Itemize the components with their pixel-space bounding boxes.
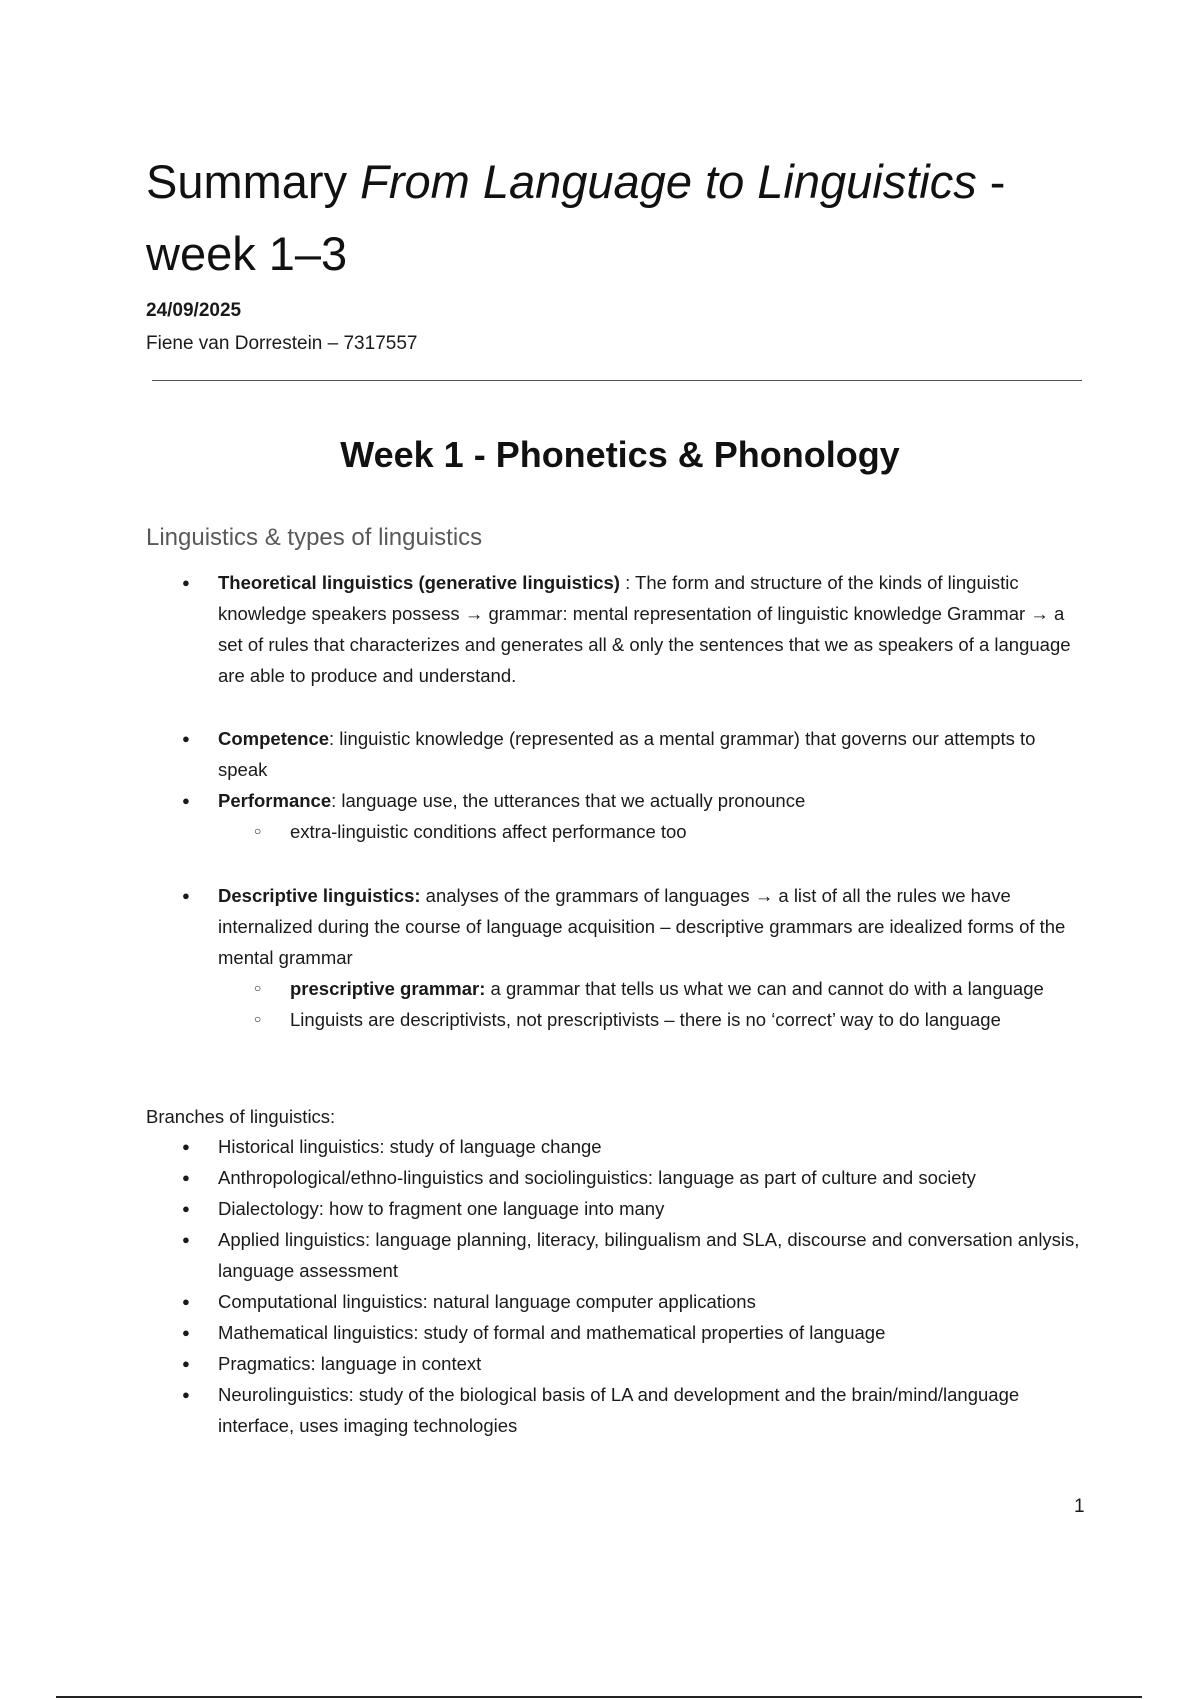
title-prefix: Summary bbox=[146, 155, 361, 208]
list-item-branch: ● Applied linguistics: language planning, literacy, bilingualism and SLA, discourse and conversation anlysis, language assessment bbox=[146, 1224, 1086, 1286]
title-divider bbox=[152, 380, 1082, 381]
text-theoretical: : The form and structure of the kinds of linguistic knowledge speakers possess → grammar: mental representation of linguistic knowledge Grammar → a set of rules that characterizes and generates all & only the sentences that we as speakers of a language are able to produce and understand. bbox=[218, 572, 1071, 686]
list-item-branch: ● Anthropological/ethno-linguistics and sociolinguistics: language as part of culture and society bbox=[146, 1162, 1086, 1193]
competence-list bbox=[146, 723, 1086, 847]
term-competence: Competence bbox=[218, 728, 330, 749]
term-theoretical: Theoretical linguistics (generative linguistics) bbox=[218, 572, 620, 593]
document-author: Fiene van Dorrestein – 7317557 bbox=[146, 333, 418, 354]
list-item-branch: ● Computational linguistics: natural language computer applications bbox=[146, 1286, 1086, 1317]
sublist-item-descriptivists: ○ Linguists are descriptivists, not prescriptivists – there is no ‘correct’ way to do language bbox=[218, 1004, 1086, 1035]
list-item-branch: ● Neurolinguistics: study of the biological basis of LA and development and the brain/mind/language interface, uses imaging technologies bbox=[146, 1379, 1086, 1441]
document-date: 24/09/2025 bbox=[146, 300, 242, 321]
list-item-branch: ● Mathematical linguistics: study of formal and mathematical properties of language bbox=[146, 1317, 1086, 1348]
term-performance: Performance bbox=[218, 790, 332, 811]
list-item-branch: ● Pragmatics: language in context bbox=[146, 1348, 1086, 1379]
list-item-competence bbox=[146, 723, 1086, 785]
list-item-theoretical bbox=[146, 567, 1086, 691]
branches-label: Branches of linguistics: bbox=[146, 1106, 336, 1127]
list-item-branch: ● Historical linguistics: study of language change bbox=[146, 1131, 1086, 1162]
descriptive-sublist bbox=[218, 973, 1086, 1035]
text-competence: : linguistic knowledge (represented as a mental grammar) that governs our attempts to speak bbox=[218, 728, 1036, 780]
page-bottom-divider bbox=[56, 1696, 1142, 1698]
text-performance: : language use, the utterances that we actually pronounce bbox=[331, 790, 806, 811]
week-heading: Week 1 - Phonetics & Phonology bbox=[340, 434, 900, 475]
term-descriptive: Descriptive linguistics: bbox=[218, 885, 421, 906]
page-number: 1 bbox=[1074, 1496, 1085, 1517]
sublist-item-performance: ○ extra-linguistic conditions affect performance too bbox=[218, 816, 1086, 847]
text-descriptive: analyses of the grammars of languages → a list of all the rules we have internalized during the course of language acquisition – descriptive grammars are idealized forms of the mental grammar bbox=[218, 885, 1066, 968]
descriptive-list bbox=[146, 880, 1086, 1035]
list-item-branch: ● Dialectology: how to fragment one language into many bbox=[146, 1193, 1086, 1224]
sublist-item-prescriptive bbox=[218, 973, 1086, 1004]
branches-list bbox=[146, 1131, 1086, 1441]
text-prescriptive: a grammar that tells us what we can and cannot do with a language bbox=[485, 978, 1044, 999]
document-title bbox=[146, 146, 1046, 290]
title-italic: From Language to Linguistics bbox=[360, 155, 977, 208]
section-heading: Linguistics & types of linguistics bbox=[146, 524, 483, 551]
list-item-descriptive bbox=[146, 880, 1086, 1035]
title-suffix: - week 1–3 bbox=[146, 155, 1006, 280]
performance-sublist bbox=[218, 816, 1086, 847]
theoretical-list bbox=[146, 567, 1086, 691]
term-prescriptive: prescriptive grammar: bbox=[290, 978, 486, 999]
list-item-performance bbox=[146, 785, 1086, 847]
